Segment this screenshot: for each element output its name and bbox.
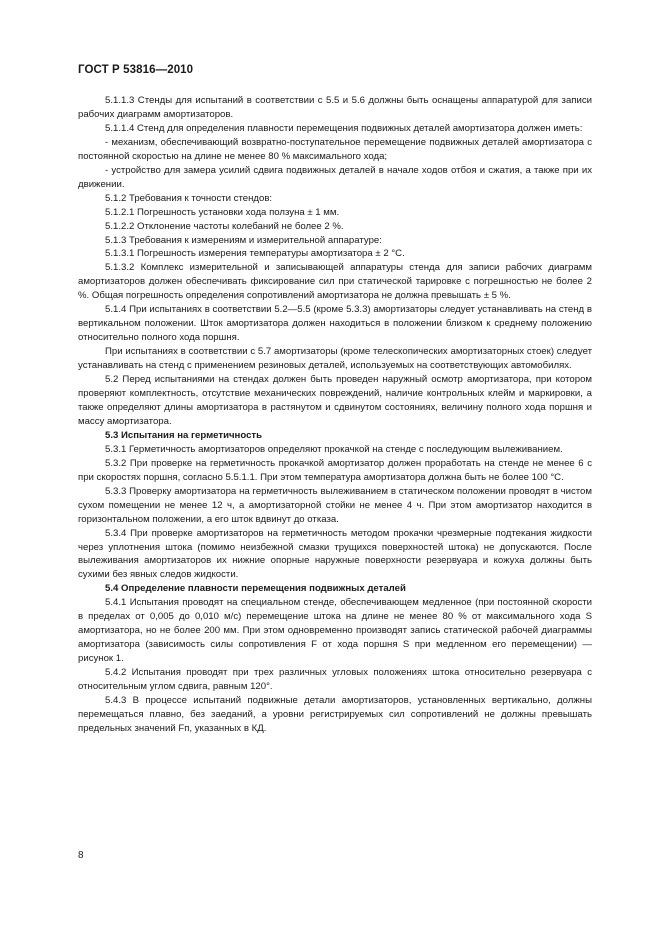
paragraph: 5.1.3 Требования к измерениям и измерительной аппаратуре: — [105, 234, 382, 246]
paragraph: 5.3.2 При проверке на герметичность прокачкой амортизатор должен проработать на стенде не менее 6 с при скоростях поршня, согласно 5.5.1.1. При этом температура амортизатора должна быть не более 100 °С. — [78, 457, 592, 483]
section-heading: 5.4 Определение плавности перемещения подвижных деталей — [105, 583, 406, 595]
paragraph: 5.1.3.2 Комплекс измерительной и записывающей аппаратуры стенда для записи рабочих диаграмм амортизаторов должен обеспечивать фиксирование сил при статической тарировке с погрешностью не более 2 %. Общая погрешность определения сопротивлений амортизатора не должна превышать ± 5 %. — [78, 262, 592, 302]
paragraph: 5.4.2 Испытания проводят при трех различных угловых положениях штока относительно резервуара с относительным углом сдвига, равным 120°. — [78, 667, 592, 693]
paragraph: - механизм, обеспечивающий возвратно-поступательное перемещение подвижных деталей амортизатора с постоянной скоростью на длине не менее 80 % максимального хода; — [78, 136, 592, 162]
paragraph: 5.2 Перед испытаниями на стендах должен быть проведен наружный осмотр амортизатора, при котором проверяют комплектность, отсутствие механических повреждений, наличие контрольных клейм и маркировки, а также определяют длины амортизатора в растянутом и сдвинутом состояниях, величину полного хода поршня и массу амортизатора. — [78, 374, 592, 427]
paragraph: 5.4.1 Испытания проводят на специальном стенде, обеспечивающем медленное (при постоянной скорости в пределах от 0,005 до 0,010 м/с) перемещение штока на длине не менее 80 % от максимального хода S амортизатора, но не более 200 мм. При этом одновременно производят запись статической рабочей диаграммы амортизатора (зависимость силы сопротивления F от хода поршня S при медленном его перемещении) — рисунок 1. — [78, 597, 592, 665]
paragraph: 5.1.2.1 Погрешность установки хода ползуна ± 1 мм. — [105, 206, 340, 218]
paragraph: 5.1.2.2 Отклонение частоты колебаний не более 2 %. — [105, 220, 344, 232]
paragraph: 5.3.3 Проверку амортизатора на герметичность вылеживанием в статическом положении проводят в чистом сухом помещении не менее 12 ч, а амортизаторной стойки не менее 4 ч. При этом амортизатор находится в горизонтальном положении, а его шток вдвинут до отказа. — [78, 485, 592, 525]
paragraph: 5.1.4 При испытаниях в соответствии 5.2—5.5 (кроме 5.3.3) амортизаторы следует устанавливать на стенд в вертикальном положении. Шток амортизатора должен находиться в положении близком к среднему положению относительно полного хода поршня. — [78, 304, 592, 344]
paragraph: - устройство для замера усилий сдвига подвижных деталей в начале ходов отбоя и сжатия, а также при их движении. — [78, 164, 592, 190]
page-number: 8 — [78, 850, 84, 861]
document-body — [78, 94, 592, 736]
paragraph: 5.1.2 Требования к точности стендов: — [105, 192, 273, 204]
paragraph: 5.1.3.1 Погрешность измерения температуры амортизатора ± 2 °С. — [105, 248, 405, 260]
paragraph: 5.4.3 В процессе испытаний подвижные детали амортизаторов, установленных вертикально, должны перемещаться плавно, без заеданий, а уровни регистрируемых сил сопротивлений не должны превышать предельных значений Fп, указанных в КД. — [78, 694, 592, 734]
paragraph: При испытаниях в соответствии с 5.7 амортизаторы (кроме телескопических амортизаторных стоек) следует устанавливать на стенд с применением резиновых деталей, используемых на соответствующих автомобилях. — [78, 346, 592, 372]
paragraph: 5.3.4 При проверке амортизаторов на герметичность методом прокачки чрезмерные подтекания жидкости через уплотнения штока (помимо неизбежной смазки трущихся поверхностей штока) не допускаются. После вылеживания амортизаторов их нижние опорные наружные поверхности резервуара и кожуха должны быть сухими без явных следов жидкости. — [78, 527, 592, 581]
paragraph: 5.3.1 Герметичность амортизаторов определяют прокачкой на стенде с последующим вылеживанием. — [105, 443, 563, 455]
section-heading: 5.3 Испытания на герметичность — [105, 429, 263, 441]
paragraph: 5.1.1.4 Стенд для определения плавности перемещения подвижных деталей амортизатора должен иметь: — [105, 122, 583, 134]
document-header: ГОСТ Р 53816—2010 — [78, 64, 194, 76]
paragraph: 5.1.1.3 Стенды для испытаний в соответствии с 5.5 и 5.6 должны быть оснащены аппаратурой для записи рабочих диаграмм амортизаторов. — [78, 95, 592, 120]
